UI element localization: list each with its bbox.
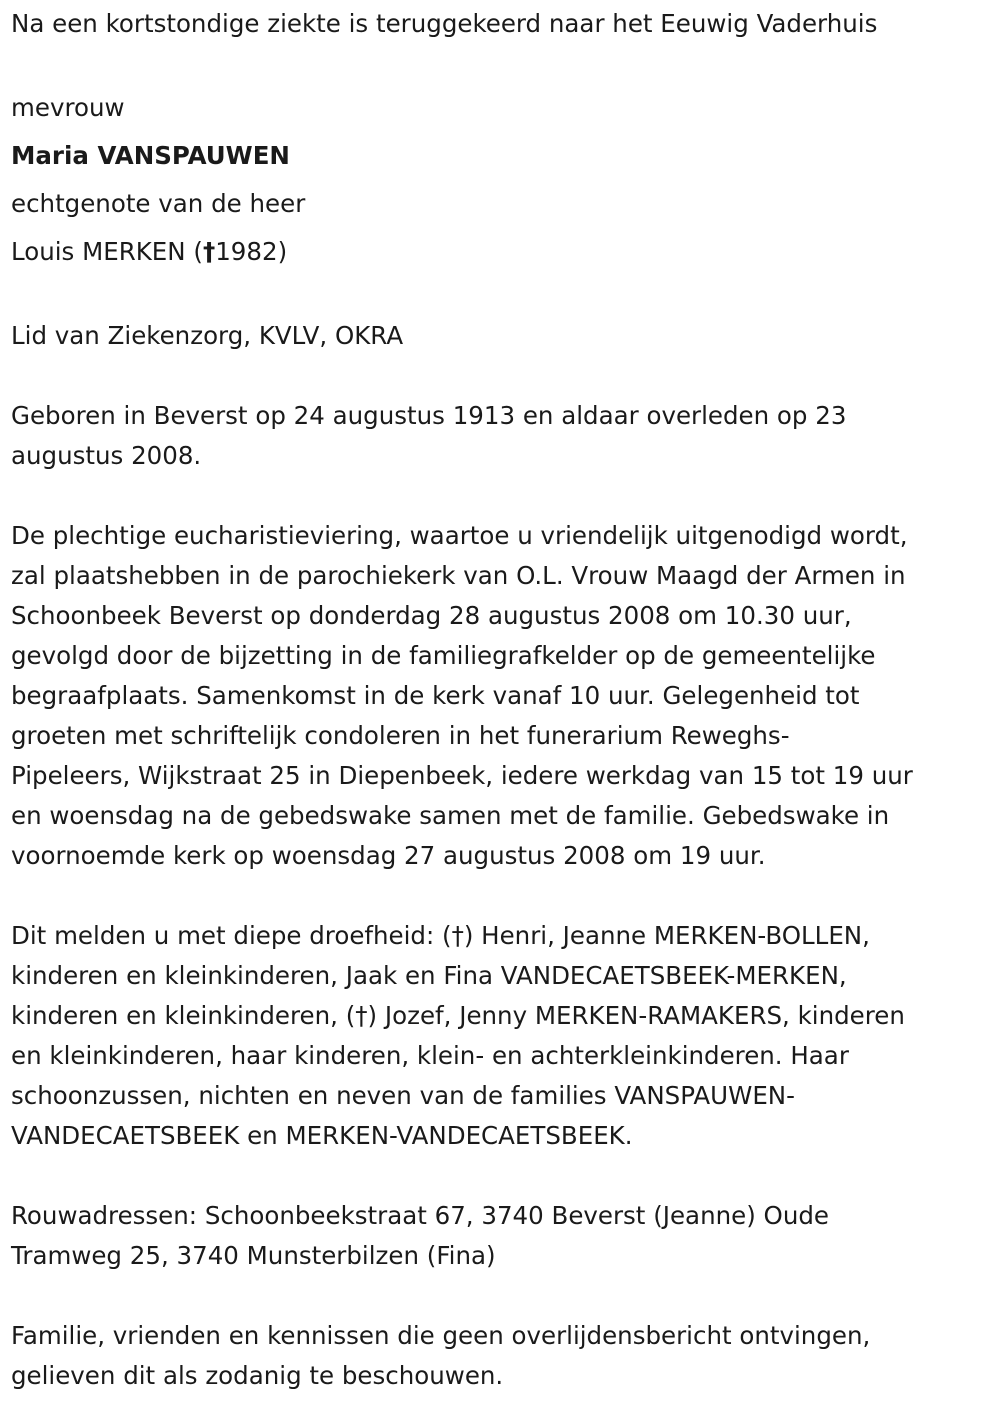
spacer xyxy=(11,356,991,396)
deceased-name: Maria VANSPAUWEN xyxy=(11,141,290,170)
membership-text: Lid van Ziekenzorg, KVLV, OKRA xyxy=(11,321,404,350)
paragraph-line: schoonzussen, nichten en neven van de families VANSPAUWEN- xyxy=(11,1081,795,1110)
title-prefix: mevrouw xyxy=(11,93,125,122)
paragraph-line: Rouwadressen: Schoonbeekstraat 67, 3740 Beverst (Jeanne) Oude xyxy=(11,1201,829,1230)
paragraph-line: Geboren in Beverst op 24 augustus 1913 en aldaar overleden op 23 xyxy=(11,401,847,430)
paragraph-line: gevolgd door de bijzetting in de familiegrafkelder op de gemeentelijke xyxy=(11,641,876,670)
obituary-notice xyxy=(11,4,991,1396)
paragraph-line: voornoemde kerk op woensdag 27 augustus 2008 om 19 uur. xyxy=(11,841,766,870)
paragraph-line: Familie, vrienden en kennissen die geen overlijdensbericht ontvingen, xyxy=(11,1321,871,1350)
paragraph-line: kinderen en kleinkinderen, (†) Jozef, Jenny MERKEN-RAMAKERS, kinderen xyxy=(11,1001,905,1030)
paragraph-line: De plechtige eucharistieviering, waartoe u vriendelijk uitgenodigd wordt, xyxy=(11,521,908,550)
cross-icon: † xyxy=(202,237,216,266)
paragraph-line: Pipeleers, Wijkstraat 25 in Diepenbeek, iedere werkdag van 15 tot 19 uur xyxy=(11,761,913,790)
paragraph-line: zal plaatshebben in de parochiekerk van O.L. Vrouw Maagd der Armen in xyxy=(11,561,906,590)
spouse-line xyxy=(11,228,991,276)
paragraph-line: gelieven dit als zodanig te beschouwen. xyxy=(11,1361,504,1390)
spacer xyxy=(11,44,991,84)
paragraph-line: groeten met schriftelijk condoleren in het funerarium Reweghs- xyxy=(11,721,790,750)
paragraph-line: Dit melden u met diepe droefheid: (†) Henri, Jeanne MERKEN-BOLLEN, xyxy=(11,921,870,950)
spacer xyxy=(11,876,991,916)
spacer xyxy=(11,1276,991,1316)
paragraph-line: Tramweg 25, 3740 Munsterbilzen (Fina) xyxy=(11,1241,496,1270)
spacer xyxy=(11,476,991,516)
family-paragraph xyxy=(11,916,991,1156)
birth-paragraph xyxy=(11,396,991,476)
intro-text: Na een kortstondige ziekte is teruggekeerd naar het Eeuwig Vaderhuis xyxy=(11,9,878,38)
closing-paragraph xyxy=(11,1316,991,1396)
paragraph-line: Schoonbeek Beverst op donderdag 28 augustus 2008 om 10.30 uur, xyxy=(11,601,852,630)
paragraph-line: en woensdag na de gebedswake samen met de familie. Gebedswake in xyxy=(11,801,890,830)
spacer xyxy=(11,276,991,316)
paragraph-line: VANDECAETSBEEK en MERKEN-VANDECAETSBEEK. xyxy=(11,1121,633,1150)
spouse-year: 1982) xyxy=(215,237,288,266)
spacer xyxy=(11,1156,991,1196)
addresses-paragraph xyxy=(11,1196,991,1276)
paragraph-line: begraafplaats. Samenkomst in de kerk vanaf 10 uur. Gelegenheid tot xyxy=(11,681,860,710)
ceremony-paragraph xyxy=(11,516,991,876)
paragraph-line: kinderen en kleinkinderen, Jaak en Fina VANDECAETSBEEK-MERKEN, xyxy=(11,961,847,990)
spouse-name: Louis MERKEN ( xyxy=(11,237,203,266)
paragraph-line: en kleinkinderen, haar kinderen, klein- en achterkleinkinderen. Haar xyxy=(11,1041,849,1070)
relation-text: echtgenote van de heer xyxy=(11,189,306,218)
paragraph-line: augustus 2008. xyxy=(11,441,202,470)
